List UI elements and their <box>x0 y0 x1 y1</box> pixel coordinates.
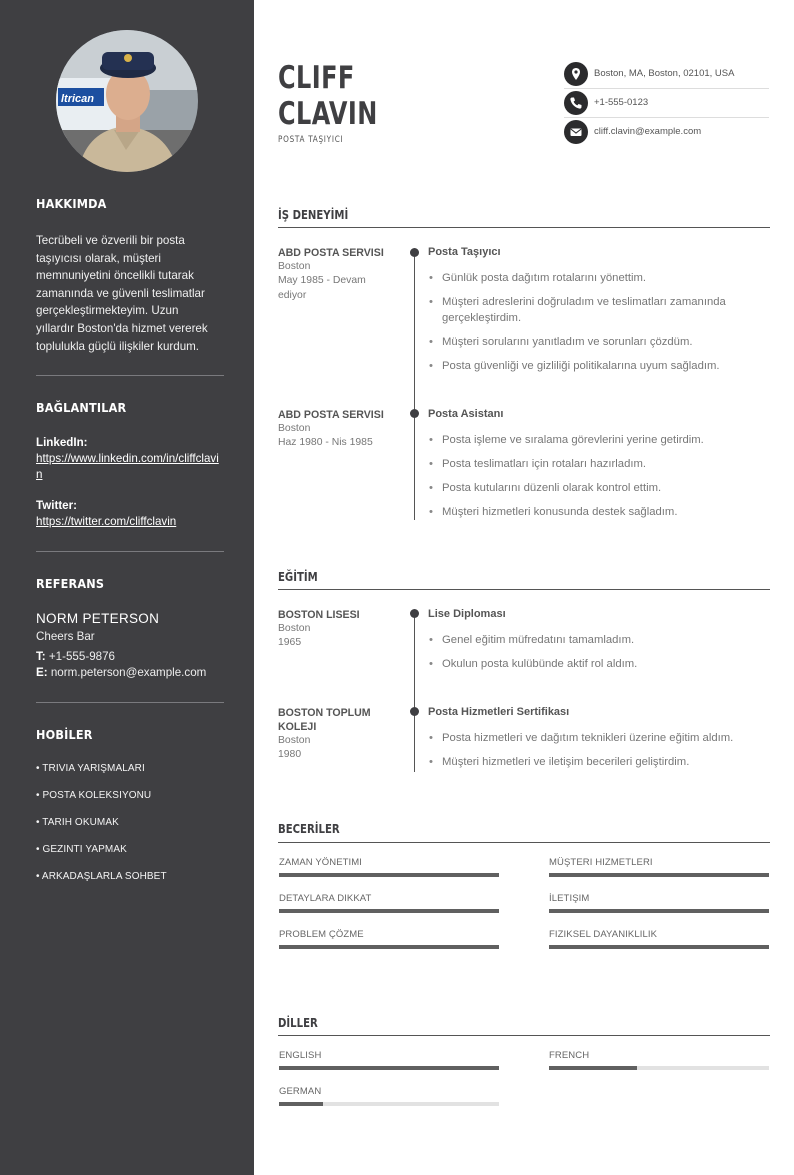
experience-position: Posta Asistanı <box>428 408 504 420</box>
education-bullet: • Müşteri hizmetleri ve iletişim becerileri geliştirdim. <box>429 754 749 770</box>
language-bar <box>279 1066 499 1070</box>
skill-bar-fill <box>549 873 769 877</box>
skill-label: PROBLEM ÇÖZME <box>279 929 364 940</box>
reference-company: Cheers Bar <box>36 630 95 643</box>
email-label: E: <box>36 666 48 679</box>
divider <box>36 551 224 552</box>
timeline-dot <box>410 609 419 618</box>
twitter-link[interactable]: https://twitter.com/cliffclavin <box>36 515 177 528</box>
experience-bullet: • Posta teslimatları için rotaları hazırladım. <box>429 456 749 472</box>
svg-text:ltrican: ltrican <box>61 93 95 105</box>
experience-dates: May 1985 - Devam ediyor <box>278 275 366 301</box>
skill-bar <box>279 909 499 913</box>
skill-bar-fill <box>549 945 769 949</box>
education-org: BOSTON LISESI <box>278 609 360 621</box>
skill-bar <box>279 873 499 877</box>
name-first: CLIFF <box>278 60 355 96</box>
experience-location: Boston <box>278 423 311 434</box>
email-text: cliff.clavin@example.com <box>594 126 702 137</box>
contact-address <box>564 60 769 89</box>
phone-value: +1-555-9876 <box>48 650 115 663</box>
education-bullet: • Okulun posta kulübünde aktif rol aldım. <box>429 656 749 672</box>
skill-bar <box>549 873 769 877</box>
language-label: FRENCH <box>549 1050 590 1061</box>
skill-label: MÜŞTERI HIZMETLERI <box>549 857 653 868</box>
language-bar-fill <box>279 1102 323 1106</box>
divider <box>36 375 224 376</box>
phone-text: +1-555-0123 <box>594 97 649 108</box>
education-location: Boston <box>278 735 311 746</box>
timeline-dot <box>410 409 419 418</box>
section-rule <box>278 589 770 590</box>
about-text: Tecrübeli ve özverili bir posta taşıyıcısı olarak, müşteri memnuniyetini öncelikli tutarak zamanında ve güvenli teslimatlar gerçekleştirmekteyim. Uzun yıllardır Boston'da hizmet vererek toplulukla güçlü ilişkiler kurdum. <box>36 234 208 353</box>
hobby-item: • TARIH OKUMAK <box>36 817 119 828</box>
education-bullet: • Posta hizmetleri ve dağıtım teknikleri üzerine eğitim aldım. <box>429 730 749 746</box>
avatar <box>56 30 198 172</box>
education-location: Boston <box>278 623 311 634</box>
links-heading: BAĞLANTILAR <box>36 400 127 415</box>
envelope-icon <box>564 120 588 144</box>
language-bar <box>549 1066 769 1070</box>
experience-bullet: • Günlük posta dağıtım rotalarını yönettim. <box>429 270 749 286</box>
phone-label: T: <box>36 650 46 663</box>
contact-phone <box>564 89 769 118</box>
reference-phone <box>36 650 115 663</box>
skill-bar <box>279 945 499 949</box>
education-degree: Lise Diploması <box>428 608 506 620</box>
experience-org: ABD POSTA SERVISI <box>278 247 384 259</box>
experience-bullet: • Müşteri hizmetleri konusunda destek sağladım. <box>429 504 749 520</box>
education-bullet: • Genel eğitim müfredatını tamamladım. <box>429 632 749 648</box>
contact-email <box>564 118 769 147</box>
hobby-item: • GEZINTI YAPMAK <box>36 844 127 855</box>
language-label: ENGLISH <box>279 1050 322 1061</box>
name-last: CLAVIN <box>278 96 378 132</box>
section-rule <box>278 842 770 843</box>
language-label: GERMAN <box>279 1086 322 1097</box>
skill-bar <box>549 909 769 913</box>
skill-bar-fill <box>549 909 769 913</box>
skill-bar-fill <box>279 945 499 949</box>
language-bar-fill <box>279 1066 499 1070</box>
reference-heading: REFERANS <box>36 576 105 591</box>
experience-bullet: • Müşteri adreslerini doğruladım ve teslimatları zamanında gerçekleştirdim. <box>429 294 749 326</box>
about-heading: HAKKIMDA <box>36 196 107 211</box>
address-text: Boston, MA, Boston, 02101, USA <box>594 68 735 79</box>
hobbies-heading: HOBİLER <box>36 727 93 742</box>
education-dates: 1965 <box>278 637 302 648</box>
divider <box>36 702 224 703</box>
location-pin-icon <box>564 62 588 86</box>
skill-label: ZAMAN YÖNETIMI <box>279 857 363 868</box>
timeline-dot <box>410 248 419 257</box>
experience-position: Posta Taşıyıcı <box>428 246 501 258</box>
language-bar-fill <box>549 1066 637 1070</box>
education-org: BOSTON TOPLUM KOLEJI <box>278 707 371 733</box>
experience-heading: İŞ DENEYİMİ <box>278 207 349 222</box>
skill-label: FIZIKSEL DAYANIKLILIK <box>549 929 658 940</box>
profile-photo <box>56 30 198 172</box>
experience-bullet: • Posta işleme ve sıralama görevlerini yerine getirdim. <box>429 432 749 448</box>
timeline-dot <box>410 707 419 716</box>
hobby-item: • TRIVIA YARIŞMALARI <box>36 763 145 774</box>
reference-name: NORM PETERSON <box>36 611 160 626</box>
education-heading: EĞİTİM <box>278 569 318 584</box>
experience-bullet: • Posta güvenliği ve gizliliği politikalarına uyum sağladım. <box>429 358 749 374</box>
languages-heading: DİLLER <box>278 1015 318 1030</box>
job-role: POSTA TAŞIYICI <box>278 135 344 145</box>
linkedin-label: LinkedIn: <box>36 436 88 449</box>
phone-icon <box>564 91 588 115</box>
skill-bar <box>549 945 769 949</box>
timeline-line <box>414 614 415 772</box>
email-value: norm.peterson@example.com <box>50 666 207 679</box>
education-dates: 1980 <box>278 749 302 760</box>
hobby-item: • POSTA KOLEKSIYONU <box>36 790 152 801</box>
sidebar <box>0 0 254 1175</box>
experience-bullet: • Müşteri sorularını yanıtladım ve sorunları çözdüm. <box>429 334 749 350</box>
experience-dates: Haz 1980 - Nis 1985 <box>278 437 373 448</box>
experience-bullet: • Posta kutularını düzenli olarak kontrol ettim. <box>429 480 749 496</box>
skills-heading: BECERİLER <box>278 821 340 836</box>
experience-location: Boston <box>278 261 311 272</box>
skill-label: DETAYLARA DIKKAT <box>279 893 372 904</box>
education-degree: Posta Hizmetleri Sertifikası <box>428 706 570 718</box>
experience-org: ABD POSTA SERVISI <box>278 409 384 421</box>
section-rule <box>278 227 770 228</box>
skill-bar-fill <box>279 909 499 913</box>
linkedin-link[interactable]: https://www.linkedin.com/in/cliffclavin <box>36 452 219 481</box>
reference-email <box>36 666 206 679</box>
section-rule <box>278 1035 770 1036</box>
skill-bar-fill <box>279 873 499 877</box>
hobby-item: • ARKADAŞLARLA SOHBET <box>36 871 167 882</box>
timeline-line <box>414 252 415 520</box>
twitter-label: Twitter: <box>36 499 78 512</box>
language-bar <box>279 1102 499 1106</box>
skill-label: İLETIŞIM <box>549 893 590 904</box>
